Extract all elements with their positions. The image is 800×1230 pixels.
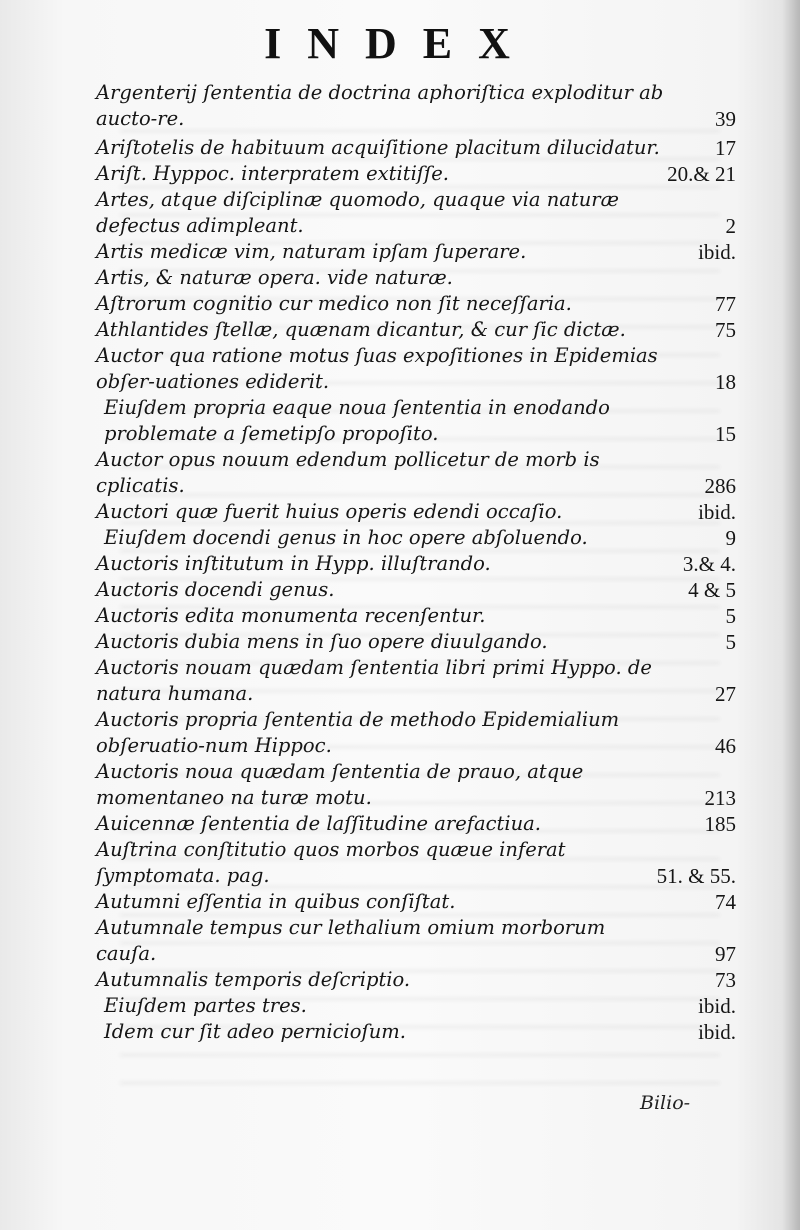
entry-page: ibid. [698,500,736,524]
index-entry [96,239,736,265]
index-entry [96,577,736,603]
index-entry [96,655,736,707]
entry-text: Auctor qua ratione motus ſuas expoſitiones in Epidemias obſer-uationes ediderit. [96,344,658,393]
entry-page: 75 [715,318,736,342]
entry-page: 15 [715,422,736,446]
entry-page: 20.& 21 [667,162,736,186]
entry-page: 5 [725,604,736,628]
entry-text: Eiuſdem propria eaque noua ſententia in enodando problemate a ſemetipſo propoſito. [104,396,610,445]
entry-text: Athlantides ſtellæ, quænam dicantur, & cur ſic dictæ. [96,318,626,341]
entry-text: Auctoris propria ſententia de methodo Epidemialium obſeruatio-num Hippoc. [96,708,620,757]
index-entry [96,889,736,915]
entry-page: 18 [715,370,736,394]
entry-text: Auctor opus nouum edendum pollicetur de morb is cplicatis. [96,448,600,497]
index-entry [96,603,736,629]
entry-text: Aſtrorum cognitio cur medico non ſit neceſſaria. [96,292,572,315]
entry-page: 39 [715,107,736,131]
index-entry [96,629,736,655]
index-entry [96,317,736,343]
entry-text: Argenterij ſententia de doctrina aphoriſtica exploditur ab aucto-re. [96,81,664,130]
entry-page: 51. & 55. [656,864,736,888]
entry-page: 5 [725,630,736,654]
entry-text: Autumnale tempus cur lethalium omium morborum cauſa. [96,916,606,965]
entry-text: Auctoris nouam quædam ſententia libri primi Hyppo. de natura humana. [96,656,652,705]
entry-text: Artis medicæ vim, naturam ipſam ſuperare. [96,240,527,263]
index-entry [96,837,736,889]
entry-page: ibid. [698,1020,736,1044]
entry-page: ibid. [698,240,736,264]
entry-text: Auicennæ ſententia de laſſitudine arefactiua. [96,812,542,835]
index-entry [96,80,736,132]
index-entry [96,759,736,811]
entry-page: 185 [704,812,736,836]
index-entry [96,187,736,239]
index-entry [96,291,736,317]
index-entry [96,447,736,499]
entry-page: 3.& 4. [682,552,736,576]
entry-page: ibid. [698,994,736,1018]
entry-text: Idem cur ſit adeo pernicioſum. [104,1020,406,1043]
entry-page: 213 [704,786,736,810]
entry-text: Eiuſdem docendi genus in hoc opere abſoluendo. [104,526,588,549]
entry-page: 97 [715,942,736,966]
entry-text: Auſtrina conſtitutio quos morbos quæue inferat ſymptomata. pag. [96,838,566,887]
entry-text: Auctoris noua quædam ſententia de prauo, atque momentaneo na turæ motu. [96,760,584,809]
entry-page: 74 [715,890,736,914]
entry-page: 77 [715,292,736,316]
entry-text: Artes, atque diſciplinæ quomodo, quaque via naturæ defectus adimpleant. [96,188,619,237]
index-entry [96,161,736,187]
entry-page: 27 [715,682,736,706]
index-entry [96,1019,736,1045]
entry-page: 286 [704,474,736,498]
index-entry [96,135,736,161]
entry-page: 46 [715,734,736,758]
entry-text: Auctoris dubia mens in ſuo opere diuulgando. [96,630,548,653]
index-entry [96,915,736,967]
index-entry [96,551,736,577]
entry-text: Ariſt. Hyppoc. interpratem extitiſſe. [96,162,449,185]
index-entry [96,499,736,525]
index-entry [96,395,736,447]
entry-text: Eiuſdem partes tres. [104,994,307,1017]
entry-text: Autumni eſſentia in quibus conſiſtat. [96,890,456,913]
entry-page: 73 [715,968,736,992]
index-entry [96,993,736,1019]
index-entries [96,80,736,1045]
index-entry [96,811,736,837]
entry-page: 2 [725,214,736,238]
index-entry [96,265,736,291]
entry-text: Auctoris inſtitutum in Hypp. illuſtrando. [96,552,491,575]
entry-text: Auctoris docendi genus. [96,578,335,601]
entry-page: 4 & 5 [688,578,736,602]
index-entry [96,707,736,759]
entry-text: Auctoris edita monumenta recenſentur. [96,604,486,627]
page-title: INDEX [264,19,536,68]
catchword: Bilio- [640,1092,691,1114]
entry-text: Artis, & naturæ opera. vide naturæ. [96,266,453,289]
entry-page: 17 [715,136,736,160]
entry-page: 9 [725,526,736,550]
entry-text: Auctori quæ fuerit huius operis edendi occaſio. [96,500,563,523]
entry-text: Autumnalis temporis deſcriptio. [96,968,411,991]
index-entry [96,343,736,395]
entry-text: Ariſtotelis de habituum acquiſitione placitum dilucidatur. [96,136,660,159]
index-entry [96,967,736,993]
index-entry [96,525,736,551]
page-edge-shadow [782,0,800,1230]
